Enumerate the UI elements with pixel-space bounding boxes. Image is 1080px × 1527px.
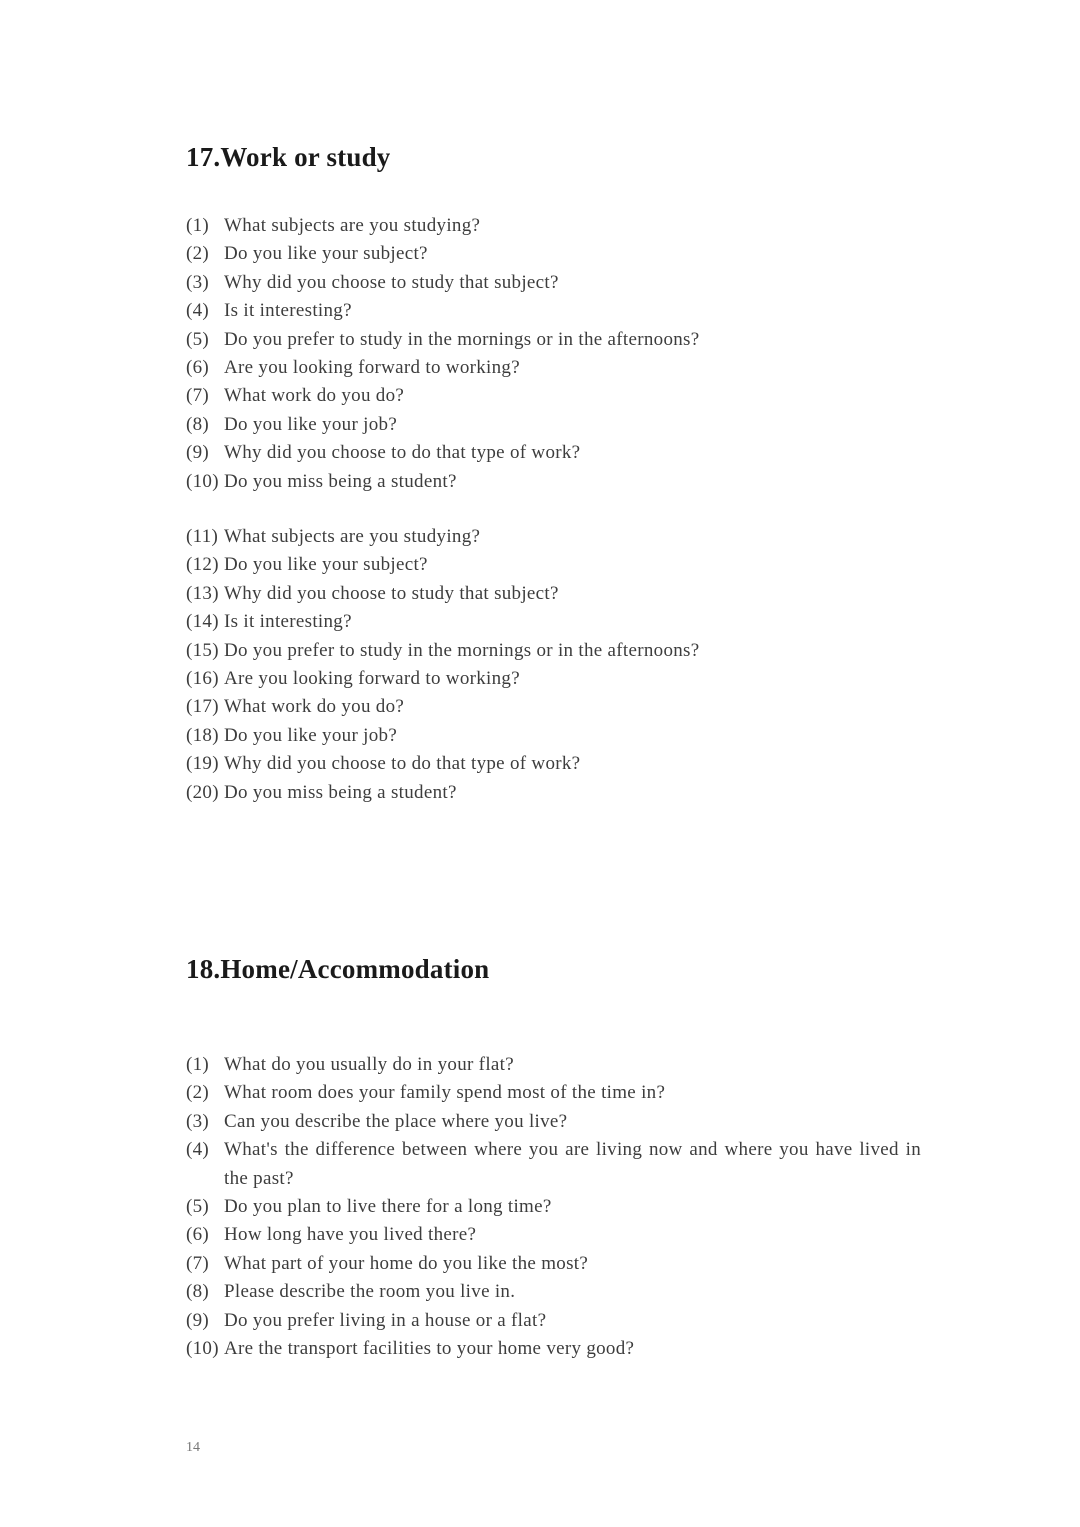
question-item	[186, 722, 921, 750]
question-text: Are the transport facilities to your home very good?	[224, 1338, 635, 1360]
question-text: Do you like your job?	[224, 413, 398, 435]
question-text: Do you like your subject?	[224, 243, 428, 265]
question-text: Do you miss being a student?	[224, 781, 457, 803]
question-item	[186, 1051, 921, 1079]
question-text: Are you looking forward to working?	[224, 668, 520, 690]
question-item	[186, 326, 921, 354]
question-number: (2)	[186, 243, 210, 265]
question-text: Is it interesting?	[224, 300, 352, 322]
question-number: (4)	[186, 300, 210, 322]
question-number: (14)	[186, 611, 219, 633]
question-number: (18)	[186, 724, 219, 746]
question-item	[186, 779, 921, 807]
question-text: What part of your home do you like the most?	[224, 1252, 589, 1274]
question-text: Are you looking forward to working?	[224, 357, 520, 379]
question-item	[186, 608, 921, 636]
question-item	[186, 1335, 921, 1363]
question-number: (7)	[186, 1252, 210, 1274]
question-number: (10)	[186, 470, 219, 492]
question-item	[186, 411, 921, 439]
question-text: Do you miss being a student?	[224, 470, 457, 492]
question-text: Why did you choose to study that subject?	[224, 582, 559, 604]
question-text: How long have you lived there?	[224, 1224, 477, 1246]
question-text: Do you like your subject?	[224, 554, 428, 576]
page-number: 14	[186, 1440, 200, 1455]
question-item	[186, 1278, 921, 1306]
question-text: What subjects are you studying?	[224, 215, 481, 236]
question-text: What's the difference between where you are living now and where you have lived in the past?	[224, 1139, 921, 1189]
question-number: (15)	[186, 639, 219, 661]
question-text: Can you describe the place where you live?	[224, 1110, 568, 1132]
question-list-work-study-part-2	[186, 523, 921, 807]
question-number: (5)	[186, 328, 210, 350]
question-number: (20)	[186, 781, 219, 803]
question-text: Why did you choose to do that type of work?	[224, 753, 581, 775]
question-text: Is it interesting?	[224, 611, 352, 633]
question-number: (7)	[186, 385, 210, 407]
question-item	[186, 354, 921, 382]
section-title-home-accommodation: 18.Home/Accommodation	[186, 954, 490, 984]
question-item	[186, 1250, 921, 1278]
question-number: (12)	[186, 554, 219, 576]
question-number: (8)	[186, 413, 210, 435]
question-list-work-study-part-1	[186, 212, 921, 496]
question-number: (5)	[186, 1196, 210, 1218]
question-item	[186, 297, 921, 325]
section-title-work-or-study: 17.Work or study	[186, 142, 391, 172]
question-number: (6)	[186, 1224, 210, 1246]
question-number: (8)	[186, 1281, 210, 1303]
question-item	[186, 1307, 921, 1335]
question-number: (1)	[186, 215, 210, 236]
question-number: (4)	[186, 1139, 210, 1161]
question-item	[186, 523, 921, 551]
question-text: What work do you do?	[224, 696, 405, 718]
question-text: Do you prefer living in a house or a flat?	[224, 1309, 547, 1331]
question-number: (6)	[186, 357, 210, 379]
question-text: Do you plan to live there for a long time?	[224, 1196, 552, 1218]
question-item	[186, 551, 921, 579]
question-number: (9)	[186, 1309, 210, 1331]
question-item	[186, 1221, 921, 1249]
question-item	[186, 665, 921, 693]
question-item	[186, 439, 921, 467]
question-item	[186, 468, 921, 496]
question-item	[186, 269, 921, 297]
question-item	[186, 750, 921, 778]
question-text: What do you usually do in your flat?	[224, 1054, 514, 1075]
question-number: (3)	[186, 1110, 210, 1132]
question-number: (2)	[186, 1082, 210, 1104]
question-text: What subjects are you studying?	[224, 526, 481, 547]
question-text: Why did you choose to study that subject?	[224, 271, 559, 293]
question-text: What room does your family spend most of the time in?	[224, 1082, 666, 1104]
question-item	[186, 212, 921, 240]
question-number: (16)	[186, 668, 219, 690]
question-item	[186, 1108, 921, 1136]
question-number: (19)	[186, 753, 219, 775]
question-item	[186, 240, 921, 268]
question-item	[186, 637, 921, 665]
question-number: (11)	[186, 526, 219, 547]
question-number: (9)	[186, 442, 210, 464]
question-number: (3)	[186, 271, 210, 293]
question-item	[186, 382, 921, 410]
question-list-home-accommodation	[186, 1051, 921, 1363]
question-number: (1)	[186, 1054, 210, 1075]
question-text: Do you like your job?	[224, 724, 398, 746]
question-number: (17)	[186, 696, 219, 718]
question-item	[186, 1136, 921, 1193]
question-number: (10)	[186, 1338, 219, 1360]
question-text: Please describe the room you live in.	[224, 1281, 516, 1303]
question-text: Why did you choose to do that type of work?	[224, 442, 581, 464]
question-item	[186, 580, 921, 608]
question-number: (13)	[186, 582, 219, 604]
question-item	[186, 1079, 921, 1107]
question-item	[186, 1193, 921, 1221]
question-text: Do you prefer to study in the mornings or in the afternoons?	[224, 639, 700, 661]
question-text: Do you prefer to study in the mornings or in the afternoons?	[224, 328, 700, 350]
question-item	[186, 693, 921, 721]
question-text: What work do you do?	[224, 385, 405, 407]
